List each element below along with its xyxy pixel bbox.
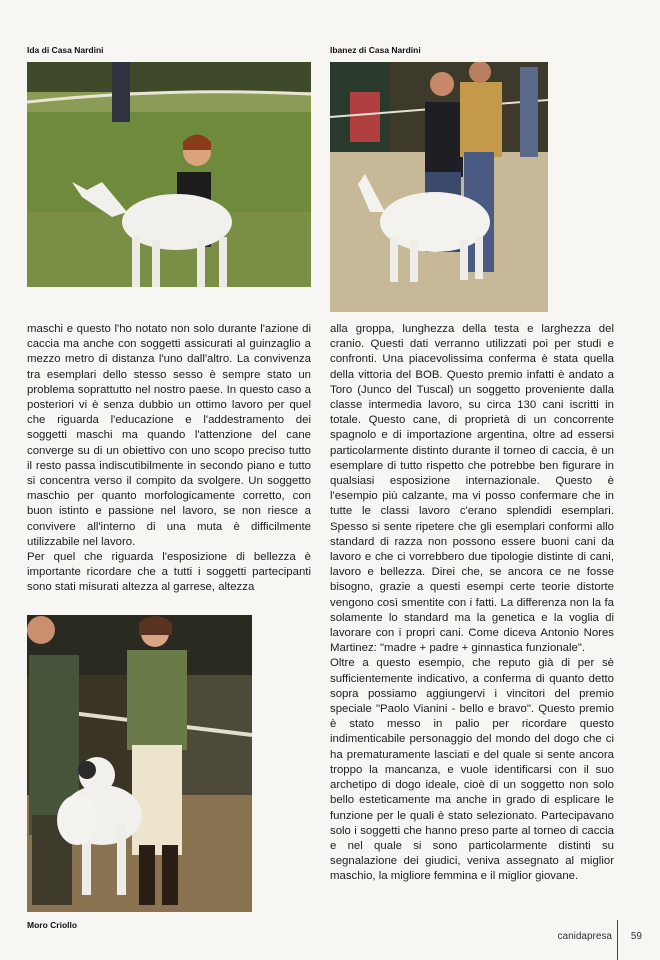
magazine-name: canidapresa (557, 931, 612, 942)
caption-moro-criollo: Moro Criollo (27, 920, 78, 930)
photo-moro-criollo (27, 615, 252, 912)
right-column-text (330, 322, 614, 885)
caption-ida: Ida di Casa Nardini (27, 45, 104, 55)
photo-ibanez-di-casa-nardini (330, 62, 548, 312)
page-number: 59 (630, 931, 642, 942)
paragraph: Per quel che riguarda l'esposizione di bellezza è importante ricordare che a tutti i soggetti partecipanti sono stati misurati altezza al garrese, altezza (27, 551, 311, 594)
paragraph: alla groppa, lunghezza della testa e larghezza del cranio. Questi dati verranno utilizzati poi per studi e confronti. Una piacevolissima conferma è stata quella della vittoria del BOB. Questo premio infatti è andato a Toro (Junco del Tuscal) un soggetto proveniente dalla classe intermedia lavoro, su circa 130 cani iscritti in totale. Questo cane, di proprietà di un concorrente spagnolo e di importazione argentina, oltre ad essersi particolarmente distinto durante il torneo di caccia, è un esemplare di tutto rispetto che potrebbe ben figurare in qualsiasi esposizione internazionale. Questo è l'esempio più calzante, ma vi posso confermare che in tutte le classi lavoro c'erano splendidi esemplari. Spesso si sente ripetere che gli esemplari conformi allo standard di razza non possono essere buoni cani da lavoro e che ci vorrebbero due tipologie distinte di cani, lavoro e bellezza. Direi che, se ancora ce ne fosse bisogno, grazie a questi esempi certe teorie distorte vengono così smentite con i fatti. La differenza non la fa solamente lo standard ma la genetica e la voglia di lavorare con i propri cani. Come diceva Antonio Nores Martinez: "madre + padre + ginnastica funzionale". (330, 323, 614, 655)
paragraph: maschi e questo l'ho notato non solo durante l'azione di caccia ma anche con soggetti assicurati al guinzaglio a mezzo metro di distanza l'uno dall'altro. La convivenza tra esemplari dello stesso sesso è sempre stato un problema soprattutto nel nostro paese. In questo caso a posteriori vi è senza dubbio un ottimo lavoro per quel che riguarda l'educazione e l'addestramento dei soggetti maschi ma quando l'attenzione del cane converge su di un obiettivo con uno scopo preciso tutto il resto passa indiscutibilmente in secondo piano e tutto si concentra verso il compito da svolgere. Un soggetto maschio per quanto morfologicamente corretto, con buon istinto e passione nel lavoro, se non riesce a convivere all'interno di una muta è difficilmente utilizzabile nel lavoro. (27, 323, 311, 548)
footer-divider (617, 920, 618, 960)
caption-ibanez: Ibanez di Casa Nardini (330, 45, 421, 55)
paragraph: Oltre a questo esempio, che reputo già di per sè sufficientemente indicativo, a conferma di quanto detto sopra possiamo aggiungervi i vincitori del premio speciale "Paolo Vianini - bello e bravo". Questo premio è stato messo in palio per ricordare questo indimenticabile personaggio del mondo del dogo che ci ha prematuramente lasciati e del quale si sente ancora troppo la mancanza, e vuole identificarsi con il suo archetipo di dogo ideale, cioè di un soggetto non solo bello esteticamente ma anche in grado di esplicare le funzione per le quali è stato selezionato. Partecipavano solo i soggetti che hanno preso parte al torneo di caccia e nel quale si sono particolarmente distinti su segnalazione dei giudici, veniva assegnato al miglior maschio, la migliore femmina e il miglior giovane. (330, 657, 614, 883)
left-column-text (27, 322, 311, 596)
photo-ida-di-casa-nardini (27, 62, 311, 287)
